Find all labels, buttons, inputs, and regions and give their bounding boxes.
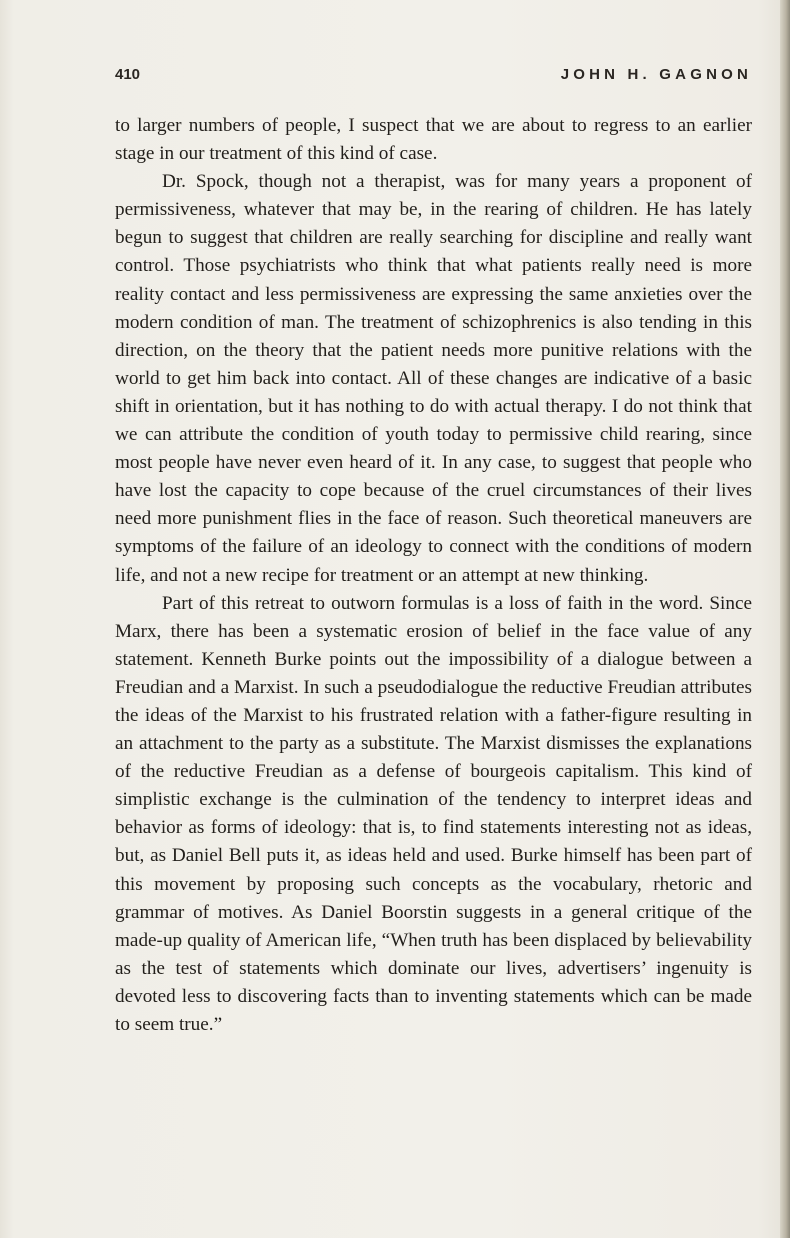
page-header	[115, 66, 752, 90]
paragraph: Dr. Spock, though not a therapist, was for many years a proponent of permissiveness, whatever that may be, in the rearing of children. He has lately begun to suggest that children are really searching for discipline and really want control. Those psychiatrists who think that what patients really need is more reality contact and less permissiveness are expressing the same anxieties over the modern condition of man. The treatment of schizophrenics is also tending in this direction, on the theory that the patient needs more punitive relations with the world to get him back into contact. All of these changes are indicative of a basic shift in orientation, but it has nothing to do with actual therapy. I do not think that we can attribute the condition of youth today to permissive child rearing, since most people have never even heard of it. In any case, to suggest that people who have lost the capacity to cope because of the cruel circumstances of their lives need more punishment flies in the face of reason. Such theoretical maneuvers are symptoms of the failure of an ideology to connect with the conditions of modern life, and not a new recipe for treatment or an attempt at new thinking.	[115, 171, 752, 586]
paragraph: Part of this retreat to outworn formulas is a loss of faith in the word. Since Marx, there has been a systematic erosion of belief in the face value of any statement. Kenneth Burke points out the impossibility of a dialogue between a Freudian and a Marxist. In such a pseudodialogue the reductive Freudian attributes the ideas of the Marxist to his frustrated relation with a father-figure resulting in an attachment to the party as a substitute. The Marxist dismisses the explanations of the reductive Freudian as a defense of bourgeois capitalism. This kind of simplistic exchange is the culmination of the tendency to interpret ideas and behavior as forms of ideology: that is, to find statements interesting not as ideas, but, as Daniel Bell puts it, as ideas held and used. Burke himself has been part of this movement by proposing such concepts as the vocabulary, rhetoric and grammar of motives. As Daniel Boorstin suggests in a general critique of the made-up quality of American life, “When truth has been displaced by believability as the test of statements which dominate our lives, advertisers’ ingenuity is devoted less to discovering facts than to inventing statements which can be made to seem true.”	[115, 592, 752, 1035]
paragraph-continued: to larger numbers of people, I suspect that we are about to regress to an earlier stage in our treatment of this kind of case.	[115, 115, 752, 165]
body-text	[115, 112, 752, 1039]
page-number: 410	[115, 66, 141, 83]
page-edge-shadow	[780, 0, 790, 1238]
running-head: JOHN H. GAGNON	[560, 66, 752, 83]
